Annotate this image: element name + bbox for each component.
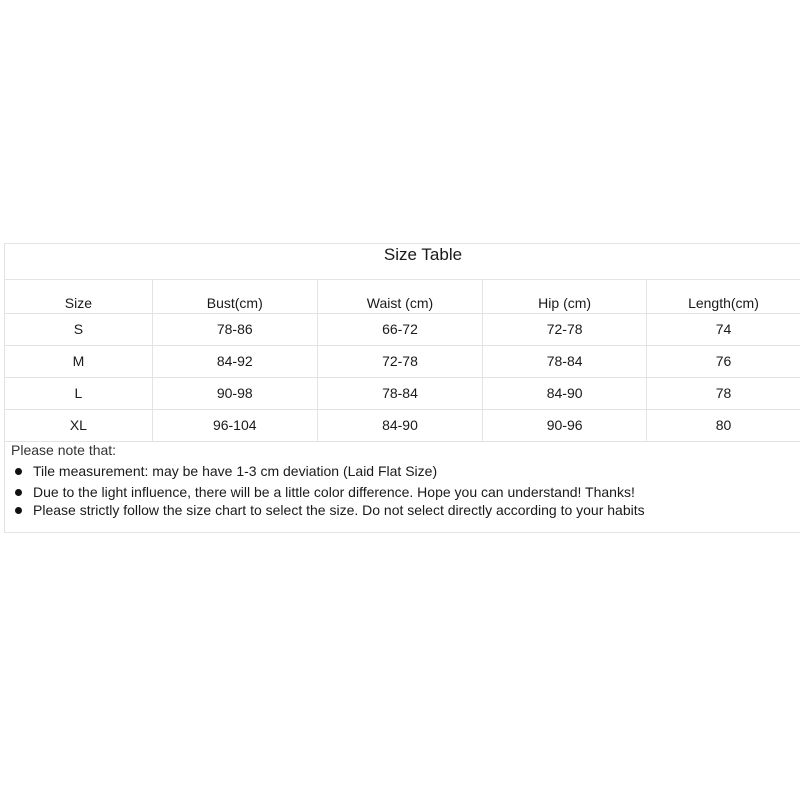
waist-cell: 72-78 bbox=[317, 345, 483, 377]
bust-cell: 78-86 bbox=[152, 313, 317, 345]
header-bust: Bust(cm) bbox=[152, 280, 317, 313]
hip-cell: 90-96 bbox=[483, 409, 647, 441]
note-text: Please strictly follow the size chart to select the size. Do not select directly according to your habits bbox=[33, 502, 645, 518]
length-cell: 80 bbox=[646, 409, 800, 441]
length-cell: 76 bbox=[646, 345, 800, 377]
table-row bbox=[5, 313, 800, 345]
bullet-icon bbox=[15, 489, 22, 496]
size-cell: S bbox=[5, 313, 152, 345]
size-chart-panel bbox=[4, 243, 800, 533]
note-text: Tile measurement: may be have 1-3 cm deviation (Laid Flat Size) bbox=[33, 463, 438, 479]
bust-cell: 90-98 bbox=[152, 377, 317, 409]
list-item bbox=[11, 501, 645, 519]
length-cell: 74 bbox=[646, 313, 800, 345]
size-table-title-bar bbox=[5, 244, 800, 280]
table-header-row bbox=[5, 280, 800, 313]
list-item bbox=[11, 483, 645, 501]
hip-cell: 84-90 bbox=[483, 377, 647, 409]
waist-cell: 66-72 bbox=[317, 313, 483, 345]
header-waist: Waist (cm) bbox=[317, 280, 483, 313]
header-hip: Hip (cm) bbox=[483, 280, 647, 313]
size-cell: XL bbox=[5, 409, 152, 441]
bullet-icon bbox=[15, 468, 22, 475]
header-size: Size bbox=[5, 280, 152, 313]
bust-cell: 84-92 bbox=[152, 345, 317, 377]
table-row bbox=[5, 377, 800, 409]
list-item bbox=[11, 462, 645, 480]
notes-section bbox=[11, 441, 645, 519]
bust-cell: 96-104 bbox=[152, 409, 317, 441]
size-table bbox=[5, 280, 800, 442]
header-length: Length(cm) bbox=[646, 280, 800, 313]
length-cell: 78 bbox=[646, 377, 800, 409]
hip-cell: 72-78 bbox=[483, 313, 647, 345]
table-row bbox=[5, 409, 800, 441]
table-row bbox=[5, 345, 800, 377]
notes-list bbox=[11, 462, 645, 519]
waist-cell: 78-84 bbox=[317, 377, 483, 409]
size-table-title: Size Table bbox=[383, 245, 463, 264]
hip-cell: 78-84 bbox=[483, 345, 647, 377]
bullet-icon bbox=[15, 507, 22, 514]
waist-cell: 84-90 bbox=[317, 409, 483, 441]
notes-heading: Please note that: bbox=[11, 442, 117, 458]
size-cell: L bbox=[5, 377, 152, 409]
size-cell: M bbox=[5, 345, 152, 377]
note-text: Due to the light influence, there will be a little color difference. Hope you can understand! Thanks! bbox=[33, 484, 635, 500]
